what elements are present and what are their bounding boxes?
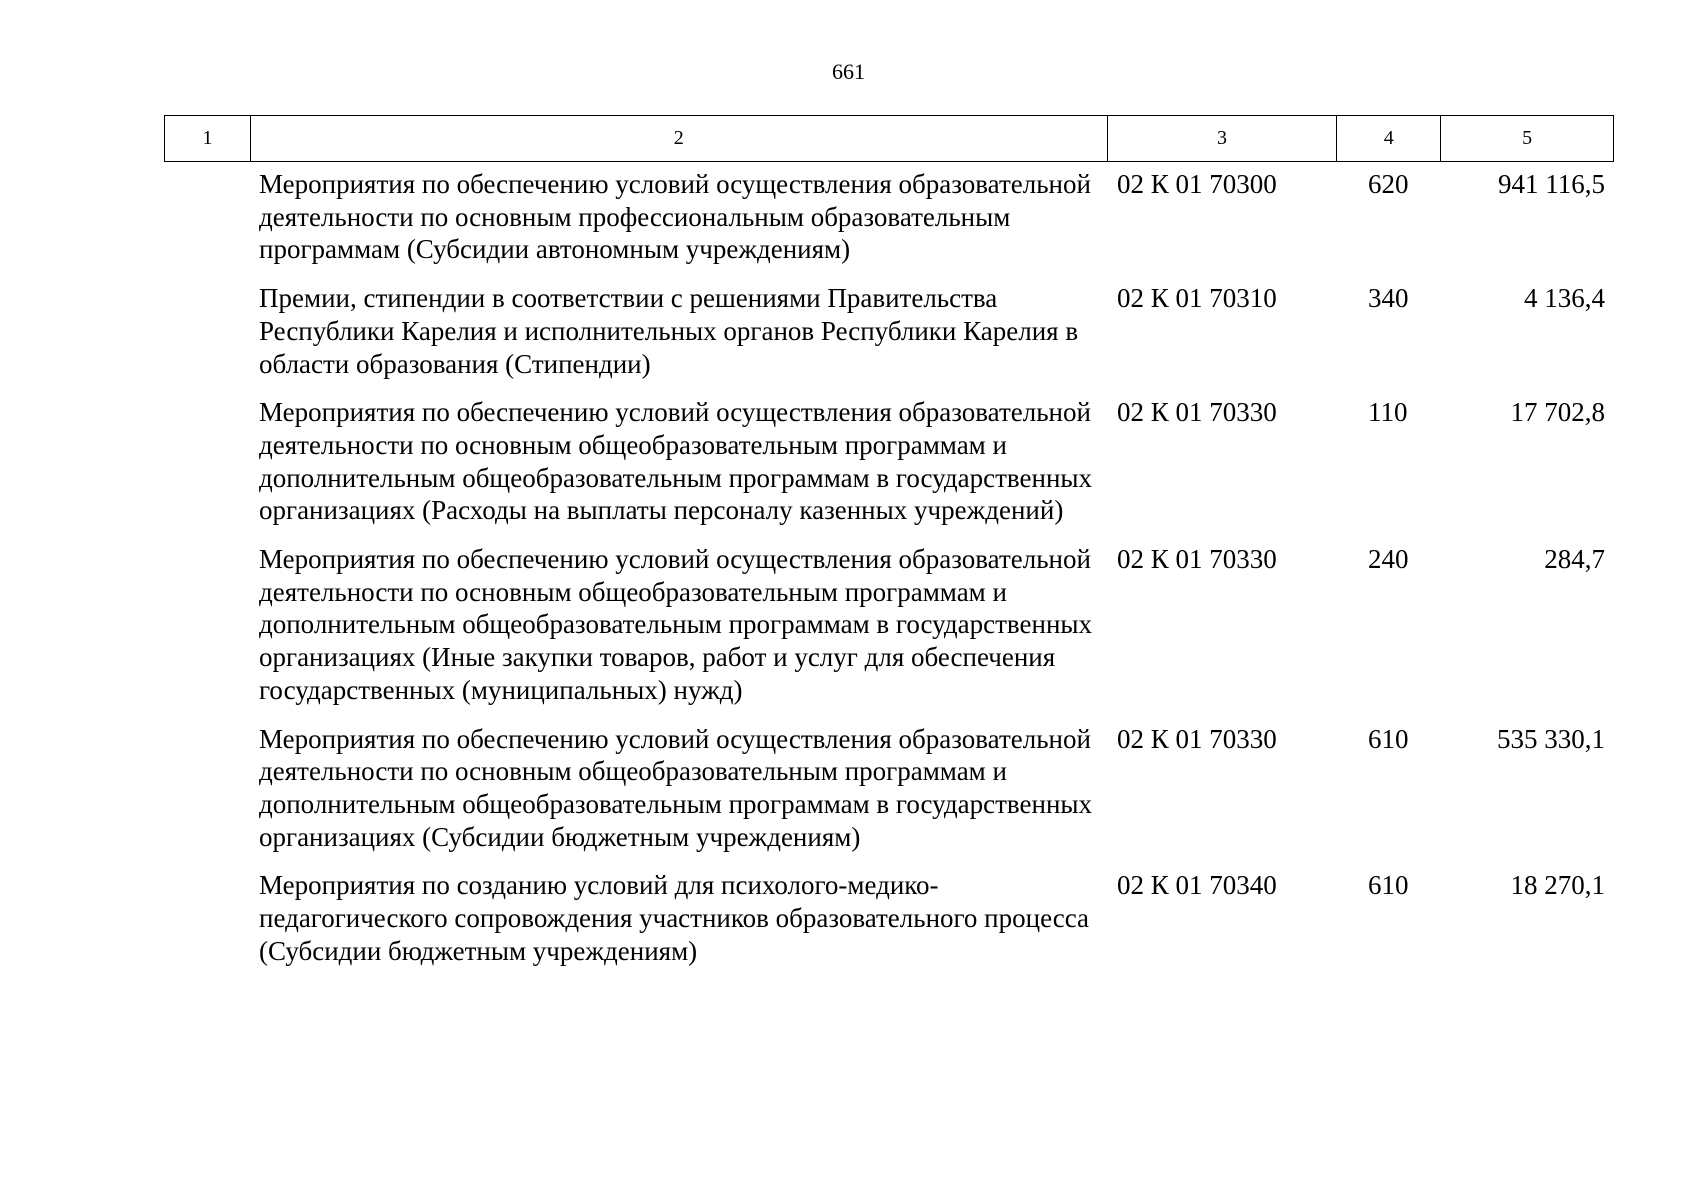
row-type: 610 xyxy=(1368,870,1409,901)
row-description: Мероприятия по обеспечению условий осуществления образовательной деятельности по основным общеобразовательным программам и дополнительным общеобразовательным программам в государственных организациях (Субсидии бюджетным учреждениям) xyxy=(259,723,1093,852)
row-code: 02 К 01 70310 xyxy=(1117,283,1277,314)
column-header-3: 3 xyxy=(1108,116,1338,161)
row-number-cell xyxy=(164,723,250,854)
row-type: 620 xyxy=(1368,169,1409,199)
table-body xyxy=(164,168,1614,983)
table-row xyxy=(164,869,1614,967)
row-number-cell xyxy=(164,869,250,967)
table-header xyxy=(164,115,1614,162)
row-code: 02 К 01 70330 xyxy=(1117,397,1277,428)
row-description: Мероприятия по обеспечению условий осуществления образовательной деятельности по основным общеобразовательным программам и дополнительным общеобразовательным программам в государственных организациях (Иные закупки товаров, работ и услуг для обеспечения государственных (муниципальных) нужд) xyxy=(259,544,1093,705)
row-number-cell xyxy=(164,282,250,380)
table-row xyxy=(164,396,1614,527)
page-number: 661 xyxy=(832,59,865,84)
column-header-5: 5 xyxy=(1522,127,1533,149)
table-row xyxy=(164,543,1614,707)
row-amount: 18 270,1 xyxy=(1510,870,1605,901)
row-number-cell xyxy=(164,168,250,266)
table-row xyxy=(164,168,1614,266)
row-code: 02 К 01 70330 xyxy=(1117,544,1277,575)
row-number-cell xyxy=(164,396,250,527)
row-number-cell xyxy=(164,543,250,707)
column-header-2: 2 xyxy=(251,116,1108,161)
row-description: Премии, стипендии в соответствии с решениями Правительства Республики Карелия и исполнительных органов Республики Карелия в области образования (Стипендии) xyxy=(259,283,1079,379)
row-type: 340 xyxy=(1368,283,1409,314)
column-header-4: 4 xyxy=(1337,116,1441,161)
row-type: 610 xyxy=(1368,723,1409,754)
row-amount: 535 330,1 xyxy=(1497,723,1605,754)
row-description: Мероприятия по обеспечению условий осуществления образовательной деятельности по основным профессиональным образовательным программам (Субсидии автономным учреждениям) xyxy=(259,169,1091,265)
row-code: 02 К 01 70330 xyxy=(1117,723,1277,754)
table-row xyxy=(164,723,1614,854)
row-type: 110 xyxy=(1368,397,1408,428)
row-description: Мероприятия по обеспечению условий осуществления образовательной деятельности по основным общеобразовательным программам и дополнительным общеобразовательным программам в государственных организациях (Расходы на выплаты персоналу казенных учреждений) xyxy=(259,397,1093,526)
row-amount: 17 702,8 xyxy=(1510,397,1605,428)
row-amount: 4 136,4 xyxy=(1524,283,1605,314)
row-amount: 284,7 xyxy=(1544,544,1605,575)
row-type: 240 xyxy=(1368,544,1409,575)
table-row xyxy=(164,282,1614,380)
row-code: 02 К 01 70300 xyxy=(1117,169,1277,199)
row-description: Мероприятия по созданию условий для психолого-медико-педагогического сопровождения участников образовательного процесса (Субсидии бюджетным учреждениям) xyxy=(259,870,1090,966)
column-header-1: 1 xyxy=(165,116,251,161)
row-amount: 941 116,5 xyxy=(1498,169,1605,199)
row-code: 02 К 01 70340 xyxy=(1117,870,1277,901)
